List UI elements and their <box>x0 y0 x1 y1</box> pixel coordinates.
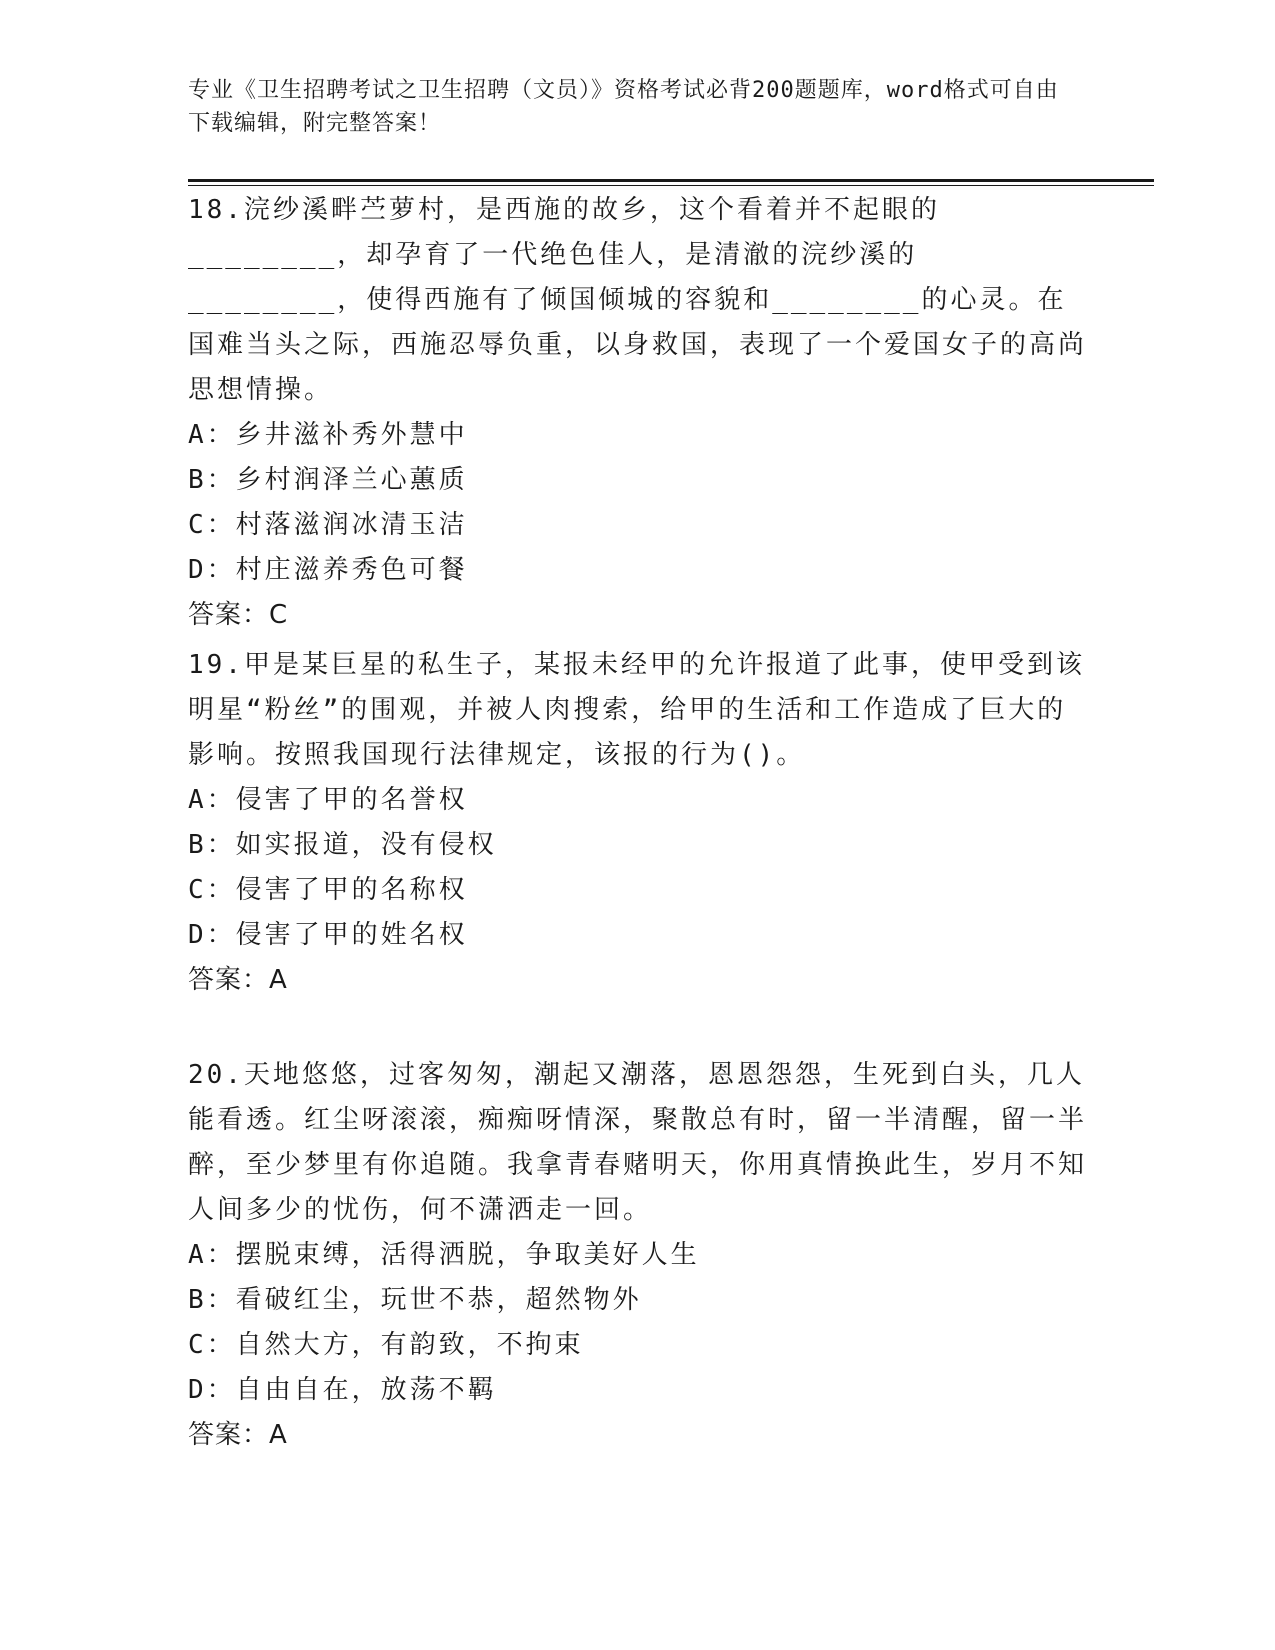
header-divider-thick <box>188 179 1154 182</box>
question-stem: 18.浣纱溪畔苎萝村，是西施的故乡，这个看着并不起眼的________，却孕育了一代绝色佳人，是清澈的浣纱溪的________，使得西施有了倾国倾城的容貌和________的心灵。在国难当头之际，西施忍辱负重，以身救国，表现了一个爱国女子的高尚思想情操。 <box>188 195 1088 405</box>
answer-line: 答案：A <box>188 1420 288 1450</box>
header-divider-thin <box>188 185 1154 186</box>
option-a: A：侵害了甲的名誉权 <box>188 785 468 815</box>
option-c: C：自然大方，有韵致，不拘束 <box>188 1330 584 1360</box>
option-a: A：摆脱束缚，活得洒脱，争取美好人生 <box>188 1240 700 1270</box>
question-20 <box>188 1053 1088 1458</box>
option-c: C：侵害了甲的名称权 <box>188 875 468 905</box>
option-b: B：乡村润泽兰心蕙质 <box>188 465 468 495</box>
question-19 <box>188 643 1088 1003</box>
option-c: C：村落滋润冰清玉洁 <box>188 510 468 540</box>
option-d: D：自由自在，放荡不羁 <box>188 1375 497 1405</box>
option-d: D：侵害了甲的姓名权 <box>188 920 468 950</box>
option-b: B：如实报道，没有侵权 <box>188 830 497 860</box>
answer-line: 答案：A <box>188 965 288 995</box>
question-stem: 19.甲是某巨星的私生子，某报未经甲的允许报道了此事，使甲受到该明星“粉丝”的围观，并被人肉搜索，给甲的生活和工作造成了巨大的影响。按照我国现行法律规定，该报的行为()。 <box>188 650 1085 770</box>
option-d: D：村庄滋养秀色可餐 <box>188 555 468 585</box>
document-header: 专业《卫生招聘考试之卫生招聘（文员）》资格考试必背200题题库，word格式可自由下载编辑，附完整答案！ <box>188 78 1059 136</box>
question-stem: 20.天地悠悠，过客匆匆，潮起又潮落，恩恩怨怨，生死到白头，几人能看透。红尘呀滚滚，痴痴呀情深，聚散总有时，留一半清醒，留一半醉，至少梦里有你追随。我拿青春赌明天，你用真情换此生，岁月不知人间多少的忧伤，何不潇洒走一回。 <box>188 1060 1088 1225</box>
answer-line: 答案：C <box>188 600 289 630</box>
option-a: A：乡井滋补秀外慧中 <box>188 420 468 450</box>
question-18 <box>188 188 1088 638</box>
option-b: B：看破红尘，玩世不恭，超然物外 <box>188 1285 642 1315</box>
